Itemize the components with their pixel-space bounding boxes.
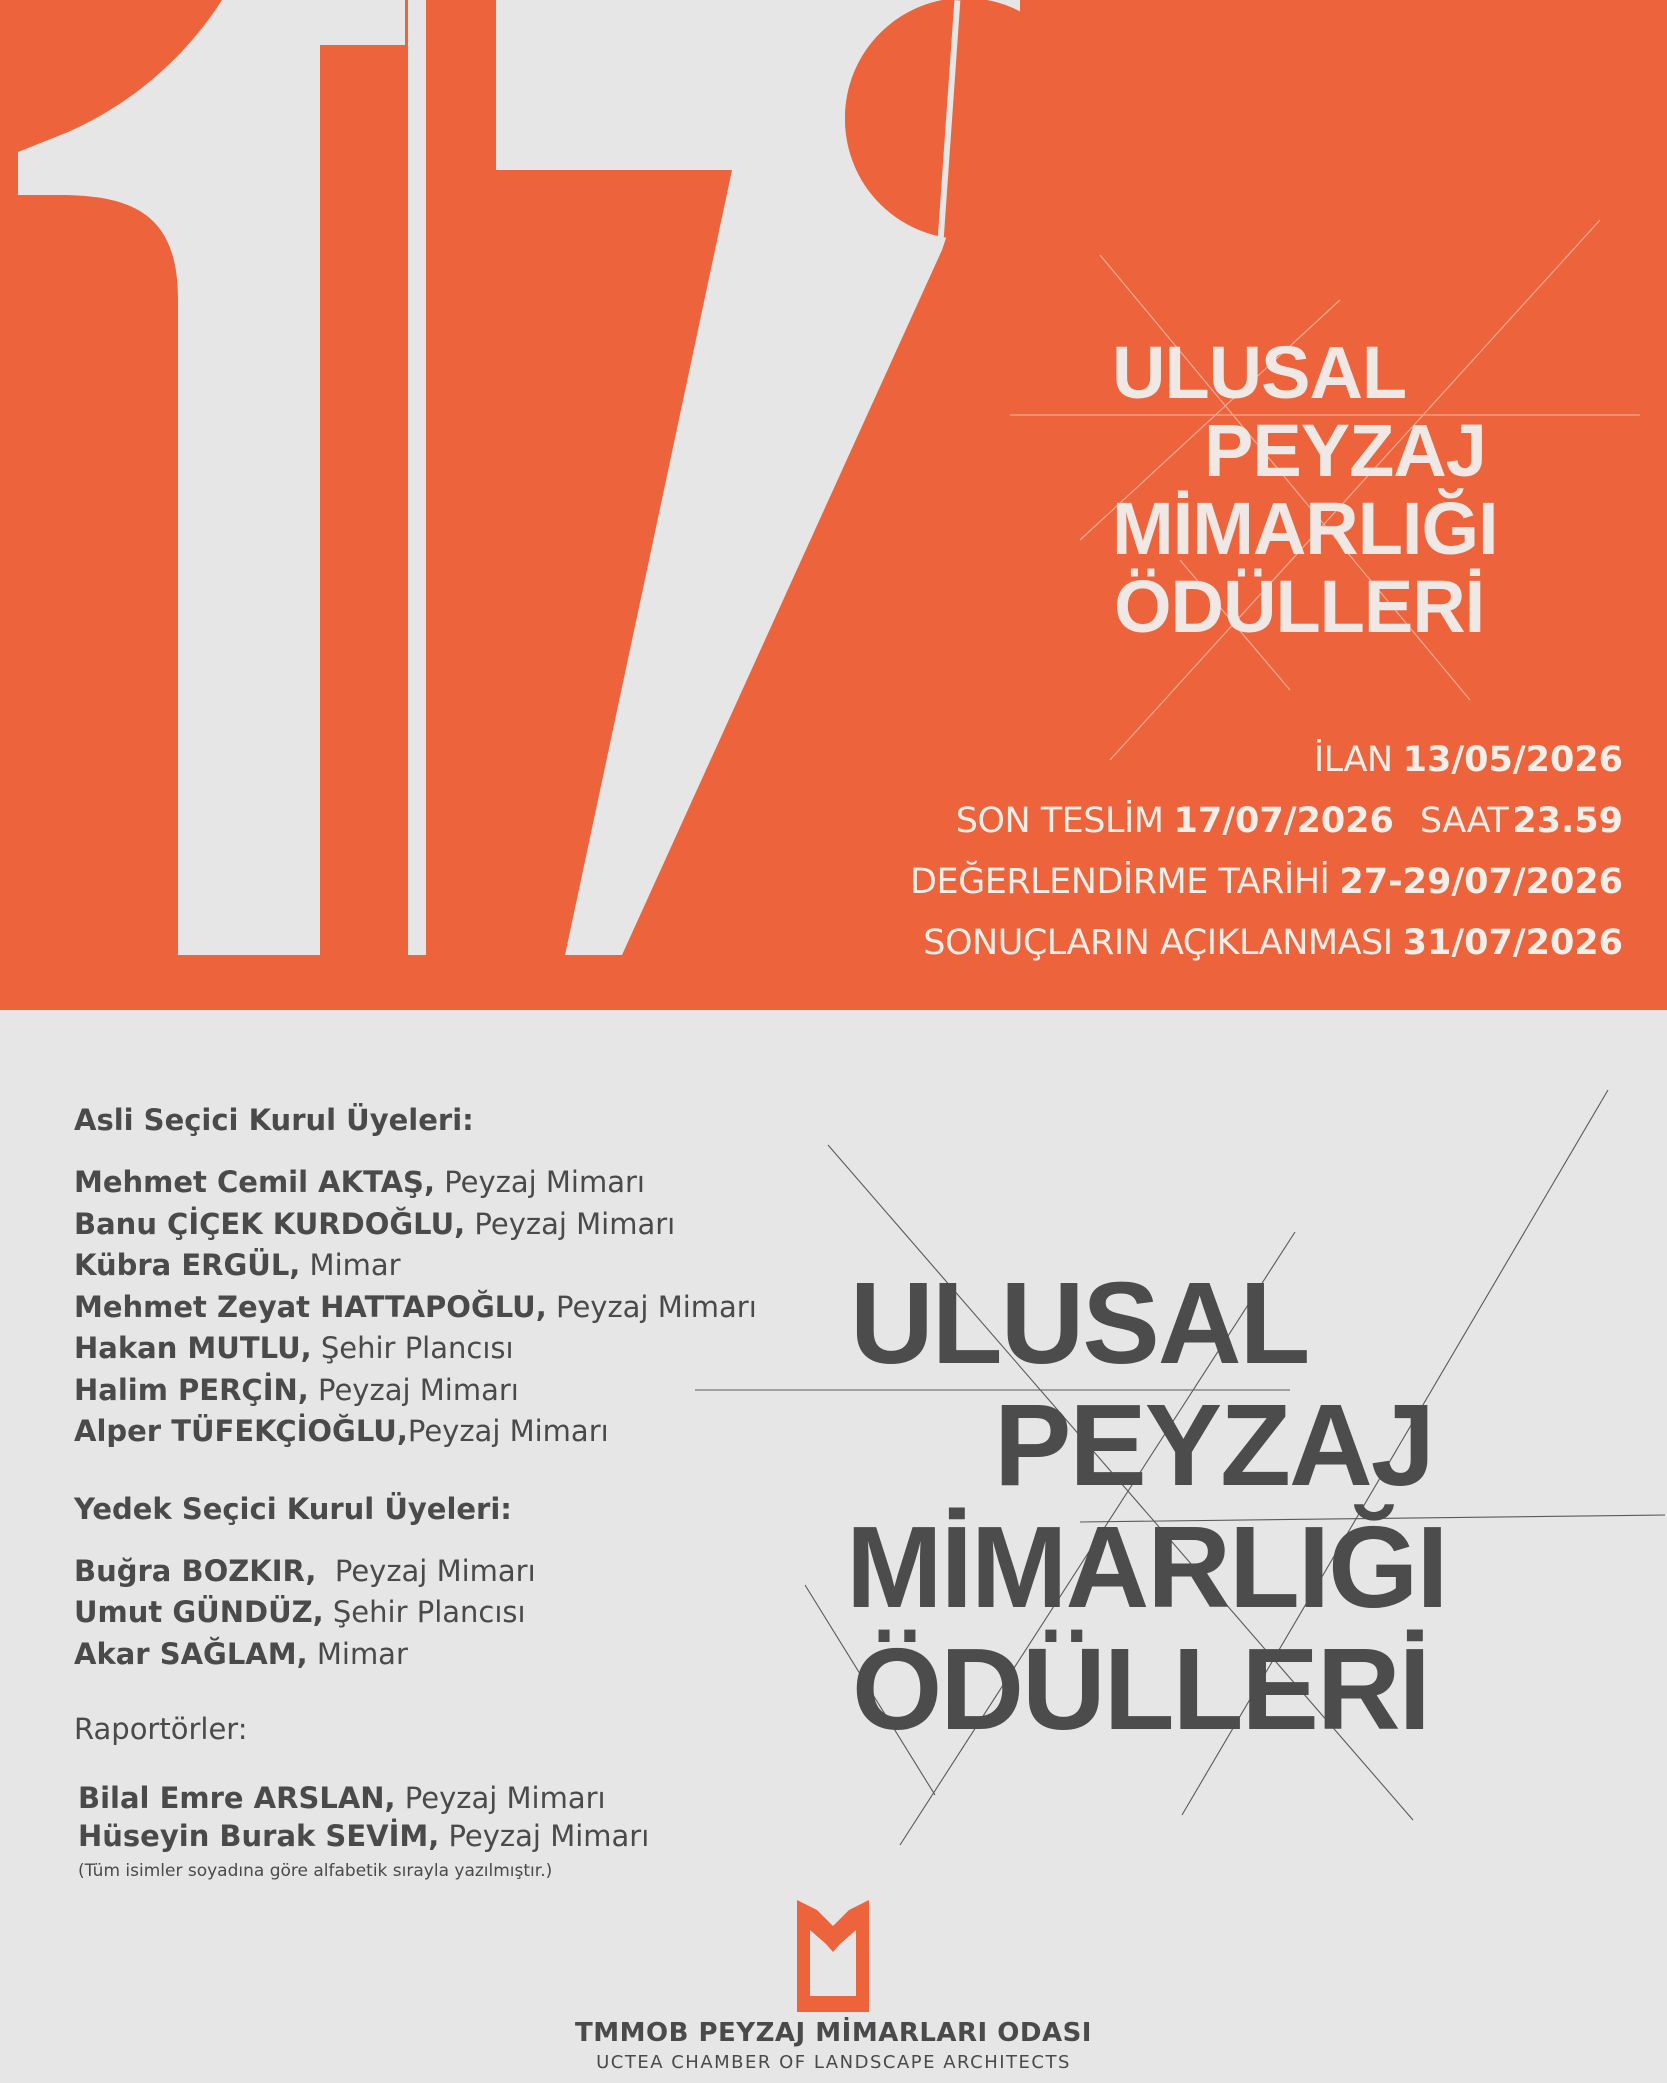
date-value: 17/07/2026 bbox=[1173, 801, 1394, 841]
member-role: Peyzaj Mimarı bbox=[404, 1781, 606, 1815]
list-item bbox=[74, 1551, 794, 1593]
list-item bbox=[74, 1245, 794, 1287]
member-name: Hüseyin Burak SEVİM, bbox=[78, 1819, 440, 1853]
organization-name: TMMOB PEYZAJ MİMARLARI ODASI bbox=[574, 2018, 1092, 2048]
date-row-son-teslim bbox=[910, 791, 1623, 852]
title-bottom-line-4: ÖDÜLLERİ bbox=[852, 1624, 1429, 1754]
list-item bbox=[74, 1634, 794, 1676]
date-row-ilan bbox=[910, 730, 1623, 791]
title-bottom-line-2: PEYZAJ bbox=[994, 1380, 1434, 1510]
member-name: Halim PERÇİN, bbox=[74, 1372, 309, 1407]
member-name: Buğra BOZKIR, bbox=[74, 1553, 317, 1588]
alphabetical-note: (Tüm isimler soyadına göre alfabetik sırayla yazılmıştır.) bbox=[78, 1861, 553, 1881]
list-item bbox=[74, 1328, 794, 1370]
list-item bbox=[78, 1817, 794, 1855]
member-name: Mehmet Zeyat HATTAPOĞLU, bbox=[74, 1289, 547, 1324]
list-item bbox=[74, 1592, 794, 1634]
date-value: 13/05/2026 bbox=[1402, 740, 1623, 780]
date-label: İLAN bbox=[1313, 740, 1393, 780]
member-name: Mehmet Cemil AKTAŞ, bbox=[74, 1165, 435, 1199]
time-value: 23.59 bbox=[1512, 801, 1623, 841]
yedek-heading: Yedek Seçici Kurul Üyeleri: bbox=[74, 1491, 512, 1526]
award-title-bottom bbox=[846, 1256, 1446, 1756]
jury-list bbox=[74, 1100, 794, 1883]
date-label: DEĞERLENDİRME TARİHİ bbox=[910, 862, 1330, 902]
member-role: Peyzaj Mimarı bbox=[448, 1819, 650, 1853]
title-top-line-1: ULUSAL bbox=[1112, 331, 1407, 414]
title-bottom-line-3: MİMARLIĞI bbox=[846, 1502, 1447, 1632]
raportorler-heading: Raportörler: bbox=[74, 1712, 248, 1746]
member-name: Bilal Emre ARSLAN, bbox=[78, 1781, 396, 1815]
date-label: SONUÇLARIN AÇIKLANMASI bbox=[923, 923, 1393, 963]
member-role: Peyzaj Mimarı bbox=[318, 1372, 519, 1407]
member-role: Şehir Plancısı bbox=[332, 1595, 526, 1629]
list-item bbox=[74, 1287, 794, 1329]
member-role: Peyzaj Mimarı bbox=[334, 1553, 536, 1588]
key-dates bbox=[910, 730, 1623, 974]
member-role: Mimar bbox=[316, 1636, 408, 1671]
chamber-logo-icon bbox=[797, 1900, 869, 2012]
list-item bbox=[74, 1204, 794, 1246]
top-banner bbox=[0, 0, 1667, 1010]
raportor-list bbox=[74, 1779, 794, 1883]
list-item bbox=[74, 1411, 794, 1453]
organization-subtitle: UCTEA CHAMBER OF LANDSCAPE ARCHITECTS bbox=[596, 2052, 1071, 2073]
member-name: Kübra ERGÜL, bbox=[74, 1248, 301, 1282]
member-role: Peyzaj Mimarı bbox=[444, 1165, 645, 1199]
member-name: Umut GÜNDÜZ, bbox=[74, 1595, 324, 1629]
time-label: SAAT bbox=[1419, 801, 1509, 841]
date-row-sonuclar bbox=[910, 913, 1623, 974]
member-role: Peyzaj Mimarı bbox=[474, 1206, 676, 1241]
member-name: Banu ÇİÇEK KURDOĞLU, bbox=[74, 1206, 466, 1241]
title-top-line-3: MİMARLIĞI bbox=[1112, 487, 1498, 570]
date-value: 31/07/2026 bbox=[1402, 923, 1623, 963]
title-bottom-line-1: ULUSAL bbox=[850, 1258, 1309, 1388]
digit-one-shape bbox=[0, 0, 405, 955]
member-name: Hakan MUTLU, bbox=[74, 1331, 312, 1365]
member-role: Şehir Plancısı bbox=[320, 1331, 514, 1365]
member-name: Alper TÜFEKÇİOĞLU, bbox=[74, 1414, 408, 1448]
member-name: Akar SAĞLAM, bbox=[74, 1636, 308, 1671]
member-role: Peyzaj Mimarı bbox=[407, 1414, 609, 1448]
asli-heading: Asli Seçici Kurul Üyeleri: bbox=[74, 1103, 474, 1137]
list-item bbox=[74, 1162, 794, 1204]
list-item bbox=[78, 1779, 794, 1817]
title-top-line-2: PEYZAJ bbox=[1204, 409, 1486, 492]
digit-divider bbox=[408, 0, 426, 955]
member-role: Peyzaj Mimarı bbox=[555, 1289, 757, 1324]
award-title-top bbox=[1112, 330, 1512, 650]
list-item bbox=[74, 1370, 794, 1412]
title-top-line-4: ÖDÜLLERİ bbox=[1114, 565, 1485, 648]
member-role: Mimar bbox=[309, 1248, 401, 1282]
date-label: SON TESLİM bbox=[955, 801, 1164, 841]
date-row-degerlendirme bbox=[910, 852, 1623, 913]
date-value: 27-29/07/2026 bbox=[1339, 862, 1623, 902]
